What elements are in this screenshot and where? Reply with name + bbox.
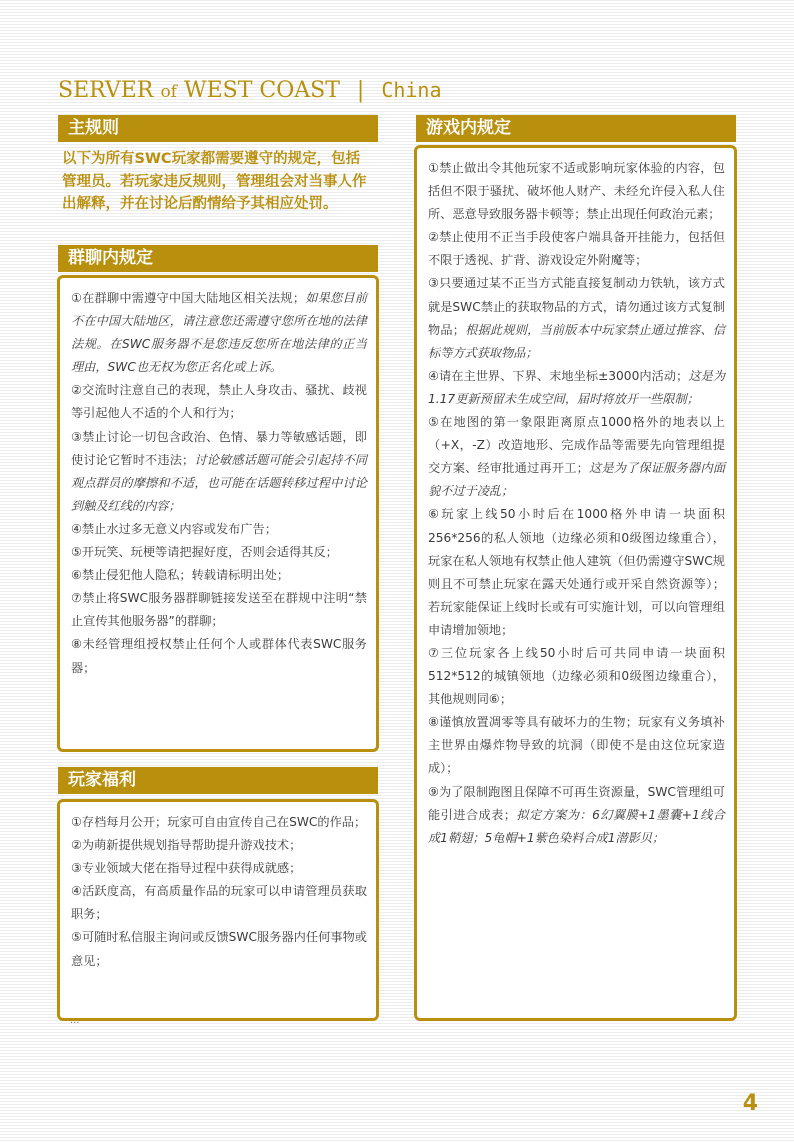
list-item: ⑤可随时私信服主询问或反馈SWC服务器内任何事物或意见；: [71, 930, 367, 968]
title-west-coast: WEST COAST: [183, 78, 340, 103]
list-item: ①在群聊中需遵守中国大陆地区相关法规；如果您目前不在中国大陆地区，请注意您还需遵守您所在地的法律法规。在SWC服务器不是您违反您所在地法律的正当理由，SWC也无权为您正名化或上诉。: [71, 291, 368, 375]
page-number: 4: [742, 1091, 758, 1116]
list-item: ③专业领域大佬在指导过程中获得成就感；: [71, 861, 302, 876]
title-separator: |: [356, 78, 365, 103]
list-item: ⑤开玩笑、玩梗等请把握好度，否则会适得其反；: [71, 545, 338, 560]
welfare-heading: 玩家福利: [58, 767, 378, 794]
main-rules-heading: 主规则: [58, 115, 378, 142]
list-item: ⑥玩家上线50小时后在1000格外申请一块面积256*256的私人领地（边缘必须和0级图边缘重合），玩家在私人领地有权禁止他人建筑（但仍需遵守SWC规则且不可禁止玩家在露天处通行或开采自然资源等）；若玩家能保证上线时长或有可实施计划，可以向管理组申请增加领地；: [428, 507, 725, 637]
welfare-box: [57, 799, 379, 1021]
list-item: ⑧未经管理组授权禁止任何个人或群体代表SWC服务器；: [71, 637, 367, 675]
list-item: ⑤在地图的第一象限距离原点1000格外的地表以上（+X，-Z）改造地形、完成作品等需要先向管理组提交方案、经审批通过再开工；这是为了保证服务器内面貌不过于凌乱；: [428, 415, 726, 499]
list-item: ④请在主世界、下界、末地坐标±3000内活动；这是为1.17更新预留未生成空间，届时将放开一些限制；: [428, 368, 726, 406]
main-rules-intro: 以下为所有SWC玩家都需要遵守的规定，包括管理员。若玩家违反规则，管理组会对当事人作出解释，并在讨论后酌情给予其相应处罚。: [62, 151, 367, 212]
list-item: ①禁止做出令其他玩家不适或影响玩家体验的内容，包括但不限于骚扰、破坏他人财产、未经允许侵入私人住所、恶意导致服务器卡顿等；禁止出现任何政治元素；: [428, 161, 725, 222]
list-item: ⑦三位玩家各上线50小时后可共同申请一块面积512*512的城镇领地（边缘必须和0级图边缘重合），其他规则同⑥；: [428, 645, 725, 707]
list-item: ①存档每月公开；玩家可自由宣传自己在SWC的作品；: [71, 815, 367, 829]
title-region: China: [381, 78, 442, 102]
welfare-ellipsis: ...: [70, 1015, 80, 1026]
list-item: ④禁止水过多无意义内容或发布广告；: [71, 521, 277, 536]
title-server: SERVER: [58, 78, 154, 103]
group-rules-heading: 群聊内规定: [58, 245, 378, 272]
site-title: [58, 78, 442, 103]
list-item: ⑨为了限制跑图且保障不可再生资源量，SWC管理组可能引进合成表；拟定方案为：6幻翼膜+1墨囊+1线合成1鞘翅；5龟帽+1紫色染料合成1潜影贝；: [428, 784, 725, 845]
list-item: ⑥禁止侵犯他人隐私；转载请标明出处；: [71, 568, 290, 583]
list-item: ③禁止讨论一切包含政治、色情、暴力等敏感话题，即使讨论它暂时不违法；讨论敏感话题可能会引起持不同观点群员的摩擦和不适，也可能在话题转移过程中讨论到触及红线的内容；: [71, 429, 368, 513]
game-rules-box: [414, 145, 737, 1021]
list-item: ②交流时注意自己的表现，禁止人身攻击、骚扰、歧视等引起他人不适的个人和行为；: [71, 383, 367, 421]
list-item: ⑦禁止将SWC服务器群聊链接发送至在群规中注明“禁止宣传其他服务器”的群聊；: [71, 591, 367, 629]
list-item: ④活跃度高，有高质量作品的玩家可以申请管理员获取职务；: [71, 884, 367, 922]
list-item: ②禁止使用不正当手段使客户端具备开挂能力，包括但不限于透视、扩背、游戏设定外附魔等；: [428, 230, 725, 268]
title-of: of: [160, 82, 177, 102]
group-rules-box: [57, 275, 379, 752]
list-item: ③只要通过某不正当方式能直接复制动力铁轨，该方式就是SWC禁止的获取物品的方式，请勿通过该方式复制物品；根据此规则，当前版本中玩家禁止通过推容、信标等方式获取物品；: [428, 276, 726, 360]
game-rules-heading: 游戏内规定: [416, 115, 736, 142]
list-item: ②为萌新提供规划指导帮助提升游戏技术；: [71, 838, 302, 853]
list-item: ⑧谨慎放置凋零等具有破坏力的生物；玩家有义务填补主世界由爆炸物导致的坑洞（即使不是由这位玩家造成）；: [428, 715, 725, 776]
